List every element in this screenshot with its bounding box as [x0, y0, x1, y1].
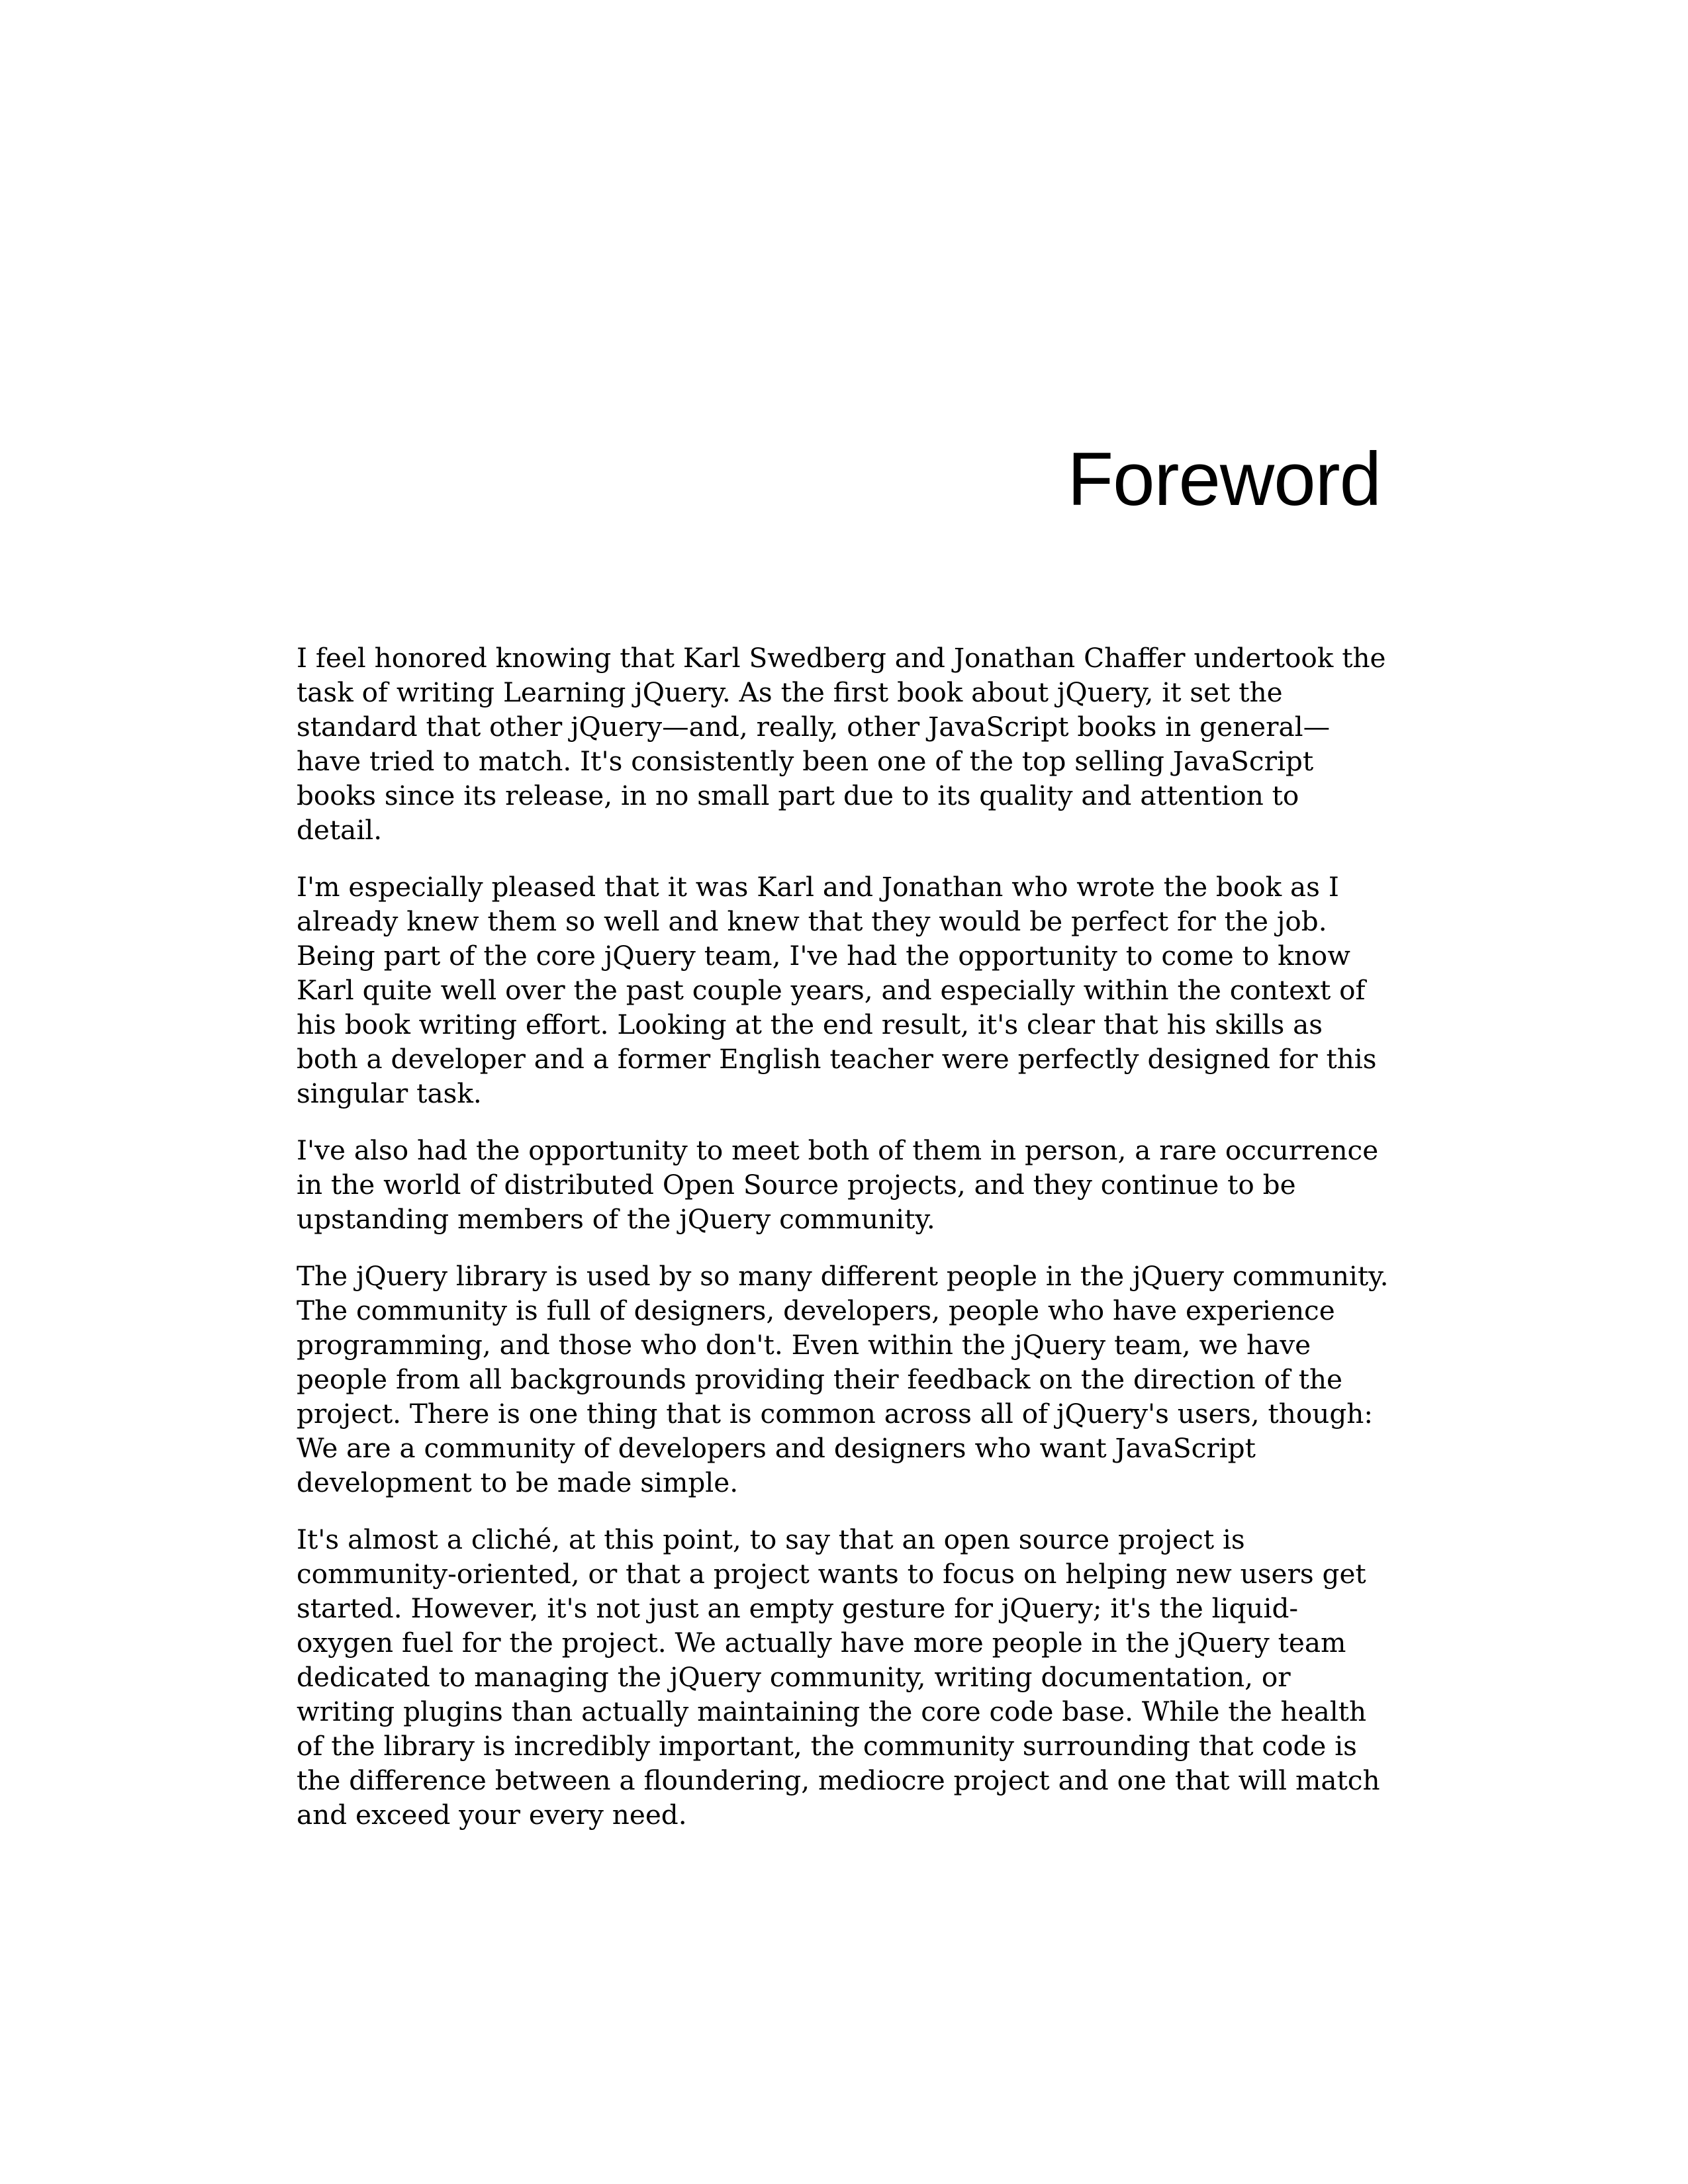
foreword-body — [297, 641, 1389, 1854]
paragraph-4: The jQuery library is used by so many different people in the jQuery community. The community is full of designers, developers, people who have experience programming, and those who don't. Even within the jQuery team, we have people from all backgrounds providing their feedback on the direction of the project. There is one thing that is common across all of jQuery's users, though: We are a community of developers and designers who want JavaScript development to be made simple. — [297, 1260, 1389, 1498]
paragraph-3: I've also had the opportunity to meet both of them in person, a rare occurrence in the world of distributed Open Source projects, and they continue to be upstanding members of the jQuery community. — [297, 1134, 1379, 1235]
paragraph-2: I'm especially pleased that it was Karl and Jonathan who wrote the book as I already knew them so well and knew that they would be perfect for the job. Being part of the core jQuery team, I've had the opportunity to come to know Karl quite well over the past couple years, and especially within the context of his book writing effort. Looking at the end result, it's clear that his skills as both a developer and a former English teacher were perfectly designed for this singular task. — [297, 871, 1377, 1109]
paragraph-1: I feel honored knowing that Karl Swedberg and Jonathan Chaffer undertook the task of writing Learning jQuery. As the first book about jQuery, it set the standard that other jQuery—and, really, other JavaScript books in general—have tried to match. It's consistently been one of the top selling JavaScript books since its release, in no small part due to its quality and attention to detail. — [297, 642, 1386, 846]
page-title: Foreword — [1067, 437, 1381, 522]
paragraph-5: It's almost a cliché, at this point, to say that an open source project is community-oriented, or that a project wants to focus on helping new users get started. However, it's not just an empty gesture for jQuery; it's the liquid-oxygen fuel for the project. We actually have more people in the jQuery team dedicated to managing the jQuery community, writing documentation, or writing plugins than actually maintaining the core code base. While the health of the library is incredibly important, the community surrounding that code is the difference between a floundering, mediocre project and one that will match and exceed your every need. — [297, 1524, 1380, 1831]
